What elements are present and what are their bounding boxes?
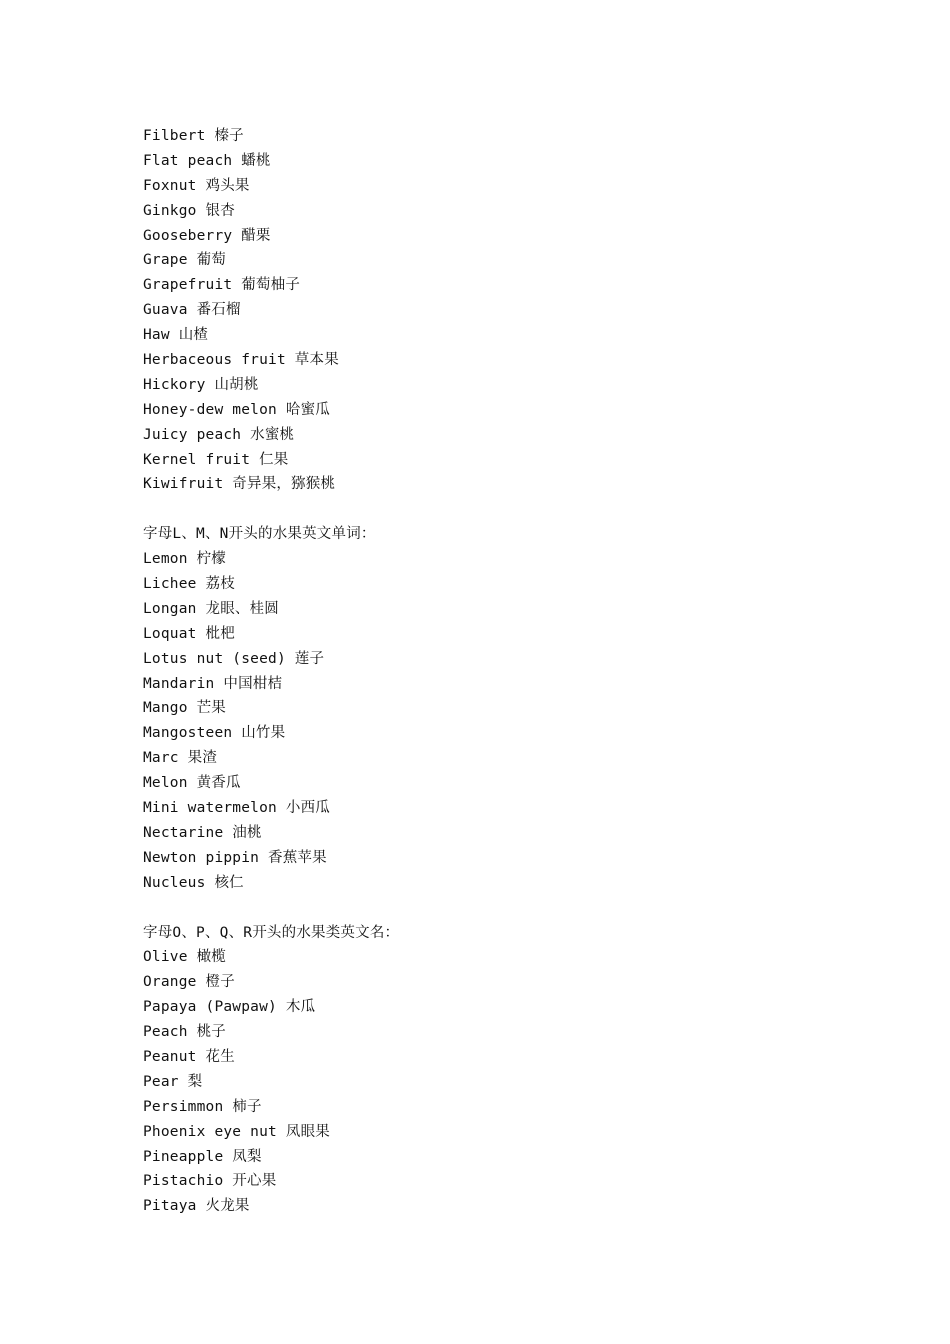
document-body xyxy=(143,124,903,1219)
list-item: Flat peach 蟠桃 xyxy=(143,152,271,169)
list-item: Longan 龙眼、桂圆 xyxy=(143,600,280,617)
list-item: Pear 梨 xyxy=(143,1073,203,1090)
list-item: Juicy peach 水蜜桃 xyxy=(143,426,295,443)
list-item: Pineapple 凤梨 xyxy=(143,1148,262,1165)
list-item: Lichee 荔枝 xyxy=(143,576,235,593)
list-item: Pistachio 开心果 xyxy=(143,1173,277,1190)
list-item: Grape 葡萄 xyxy=(143,252,226,269)
list-item: Papaya (Pawpaw) 木瓜 xyxy=(143,999,316,1016)
section-f-k xyxy=(143,124,903,497)
list-item: Marc 果渣 xyxy=(143,750,218,767)
list-item: Newton pippin 香蕉苹果 xyxy=(143,849,327,866)
list-item: Mandarin 中国柑桔 xyxy=(143,675,283,692)
list-item: Mango 芒果 xyxy=(143,700,226,717)
list-item: Nucleus 核仁 xyxy=(143,874,244,891)
list-item: Hickory 山胡桃 xyxy=(143,376,259,393)
list-item: Mini watermelon 小西瓜 xyxy=(143,800,330,817)
list-item: Pitaya 火龙果 xyxy=(143,1198,250,1215)
list-item: Loquat 枇杷 xyxy=(143,625,235,642)
spacer xyxy=(143,497,903,522)
list-item: Gooseberry 醋栗 xyxy=(143,227,271,244)
list-item: Filbert 榛子 xyxy=(143,128,244,144)
list-item: Lotus nut (seed) 莲子 xyxy=(143,650,325,667)
list-item: Foxnut 鸡头果 xyxy=(143,177,250,194)
list-item: Guava 番石榴 xyxy=(143,302,241,319)
list-item: Persimmon 柿子 xyxy=(143,1098,262,1115)
list-item: Herbaceous fruit 草本果 xyxy=(143,352,339,369)
list-item: Phoenix eye nut 凤眼果 xyxy=(143,1123,330,1140)
section-o-r xyxy=(143,921,903,1220)
list-item: Kiwifruit 奇异果，猕猴桃 xyxy=(143,476,336,493)
list-item: Peach 桃子 xyxy=(143,1024,226,1041)
spacer xyxy=(143,896,903,921)
list-item: Haw 山楂 xyxy=(143,327,209,344)
list-item: Grapefruit 葡萄柚子 xyxy=(143,277,301,294)
list-item: Ginkgo 银杏 xyxy=(143,202,235,219)
list-item: Olive 橄榄 xyxy=(143,949,226,966)
list-item: Kernel fruit 仁果 xyxy=(143,451,289,468)
list-item: Lemon 柠檬 xyxy=(143,551,226,568)
section-heading: 字母O、P、Q、R开头的水果类英文名： xyxy=(143,924,400,941)
section-l-n xyxy=(143,522,903,895)
list-item: Melon 黄香瓜 xyxy=(143,775,241,792)
list-item: Orange 橙子 xyxy=(143,974,235,991)
list-item: Mangosteen 山竹果 xyxy=(143,725,286,742)
list-item: Peanut 花生 xyxy=(143,1048,235,1065)
list-item: Nectarine 油桃 xyxy=(143,824,262,841)
list-item: Honey-dew melon 哈蜜瓜 xyxy=(143,401,330,418)
section-heading: 字母L、M、N开头的水果英文单词： xyxy=(143,526,376,543)
